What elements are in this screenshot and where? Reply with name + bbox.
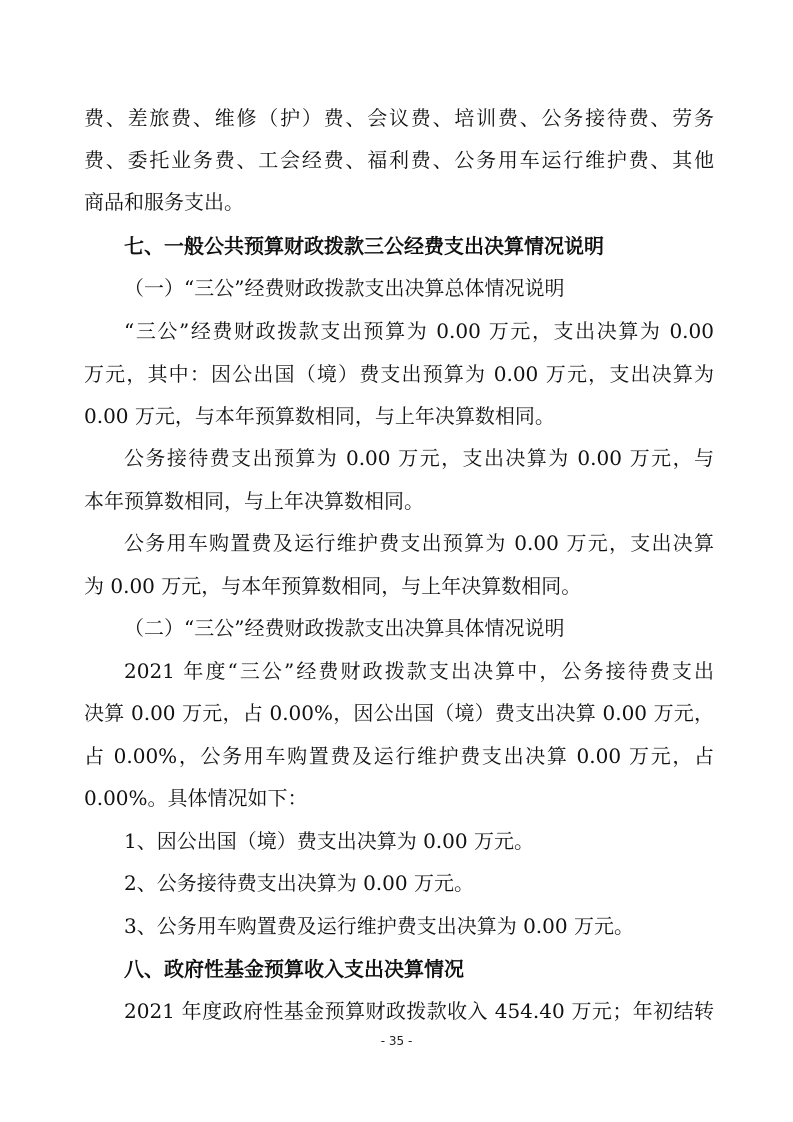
paragraph-line: 费、委托业务费、工会经费、福利费、公务用车运行维护费、其他 bbox=[84, 148, 714, 172]
paragraph-line: 本年预算数相同，与上年决算数相同。 bbox=[84, 489, 424, 513]
paragraph-line: 0.00%。具体情况如下： bbox=[84, 786, 308, 810]
subsection-heading-two: （二）“三公”经费财政拨款支出决算具体情况说明 bbox=[124, 616, 565, 640]
paragraph-line: 费、差旅费、维修（护）费、会议费、培训费、公务接待费、劳务 bbox=[84, 106, 714, 130]
paragraph-line: 2021 年度“三公”经费财政拨款支出决算中，公务接待费支出 bbox=[124, 659, 714, 683]
section-heading-eight: 八、政府性基金预算收入支出决算情况 bbox=[124, 957, 464, 981]
paragraph-line: 为 0.00 万元，与本年预算数相同，与上年决算数相同。 bbox=[84, 574, 582, 598]
section-heading-seven: 七、一般公共预算财政拨款三公经费支出决算情况说明 bbox=[124, 234, 604, 258]
paragraph-line: 2021 年度政府性基金预算财政拨款收入 454.40 万元；年初结转 bbox=[124, 999, 714, 1023]
subsection-heading-one: （一）“三公”经费财政拨款支出决算总体情况说明 bbox=[124, 276, 565, 300]
paragraph-line: 0.00 万元，与本年预算数相同，与上年决算数相同。 bbox=[84, 404, 555, 428]
paragraph-line: 商品和服务支出。 bbox=[84, 190, 244, 214]
paragraph-line: 公务用车购置费及运行维护费支出预算为 0.00 万元，支出决算 bbox=[124, 531, 714, 555]
page-number: - 35 - bbox=[380, 1034, 413, 1048]
list-item: 1、因公出国（境）费支出决算为 0.00 万元。 bbox=[124, 829, 534, 853]
list-item: 3、公务用车购置费及运行维护费支出决算为 0.00 万元。 bbox=[124, 914, 634, 938]
list-item: 2、公务接待费支出决算为 0.00 万元。 bbox=[124, 871, 474, 895]
paragraph-line: 万元，其中：因公出国（境）费支出预算为 0.00 万元，支出决算为 bbox=[84, 362, 714, 386]
paragraph-line: 公务接待费支出预算为 0.00 万元，支出决算为 0.00 万元，与 bbox=[124, 446, 714, 470]
paragraph-line: 占 0.00%，公务用车购置费及运行维护费支出决算 0.00 万元，占 bbox=[84, 744, 714, 768]
paragraph-line: “三公”经费财政拨款支出预算为 0.00 万元，支出决算为 0.00 bbox=[124, 319, 714, 343]
paragraph-line: 决算 0.00 万元，占 0.00%，因公出国（境）费支出决算 0.00 万元， bbox=[84, 701, 714, 725]
